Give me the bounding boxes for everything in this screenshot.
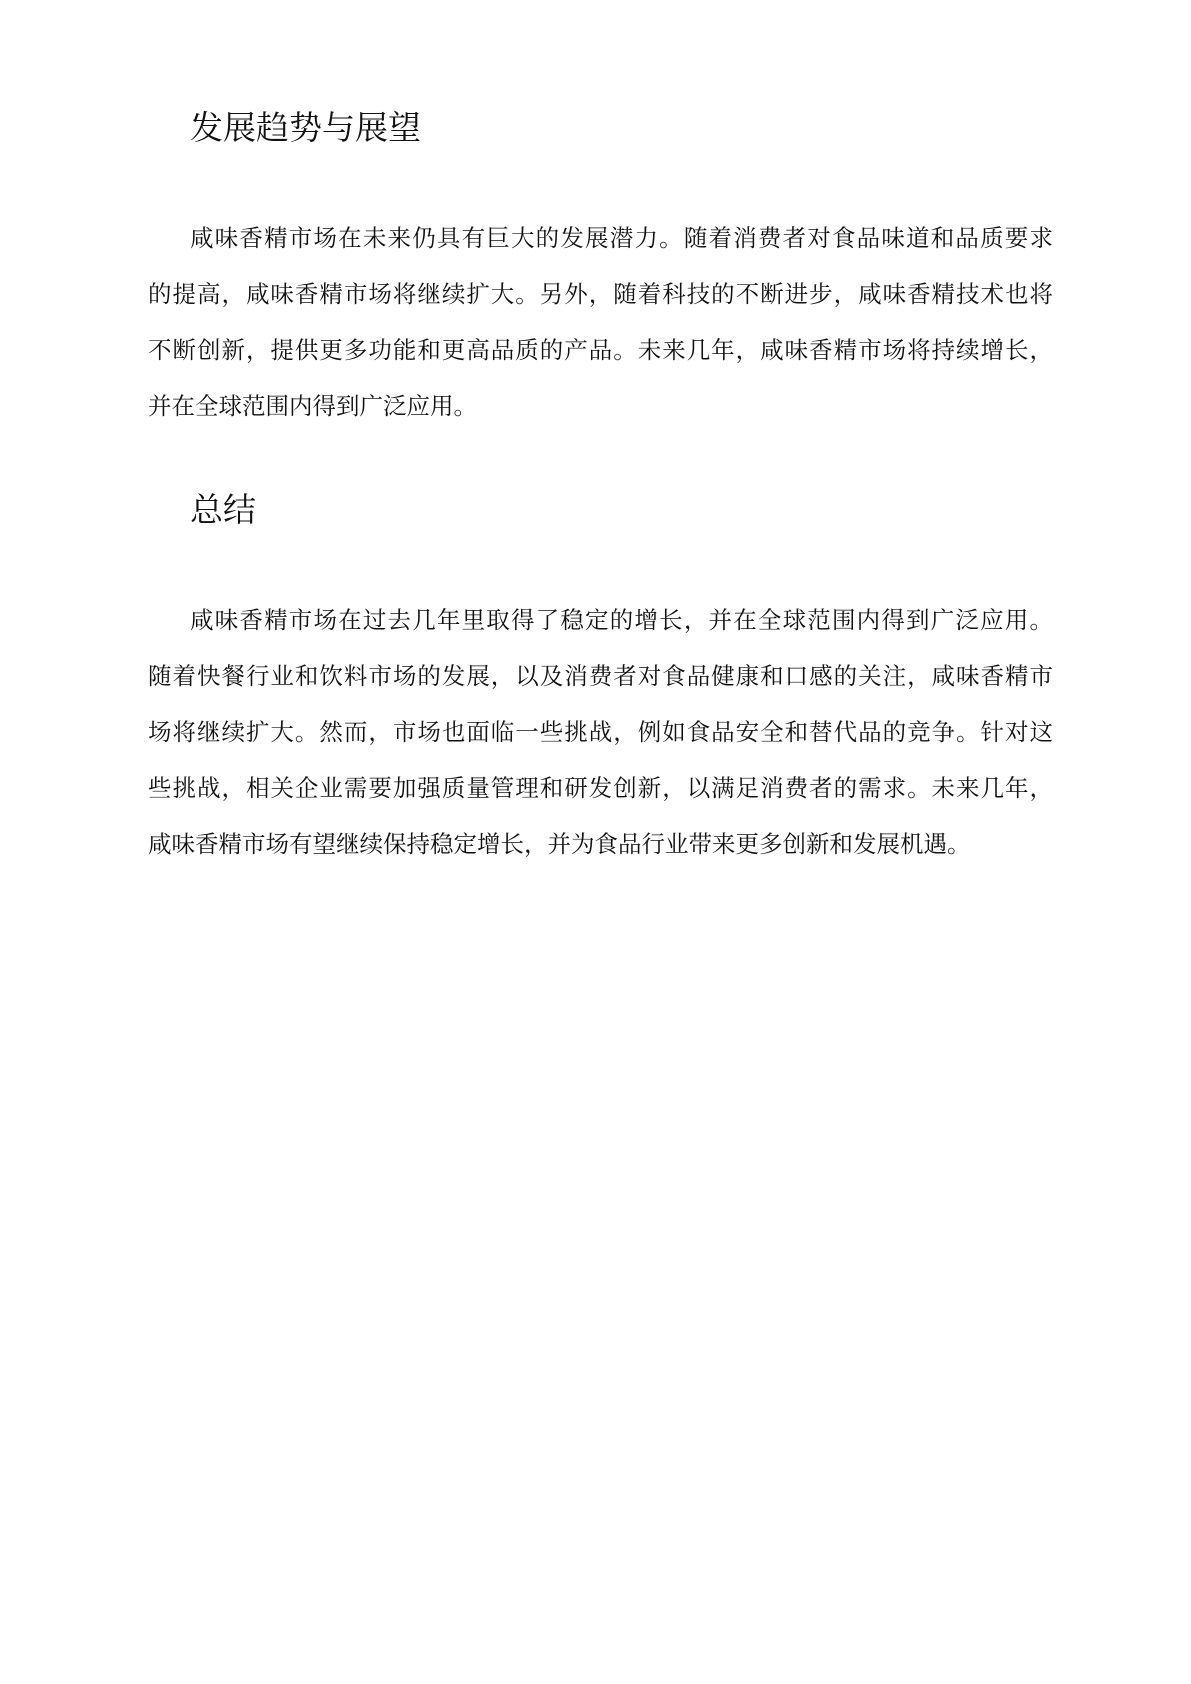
- section-heading-trends: 发展趋势与展望: [190, 108, 421, 147]
- paragraph-line: 咸味香精市场在过去几年里取得了稳定的增长，并在全球范围内得到广泛应用。: [190, 606, 1053, 634]
- paragraph-line: 场将继续扩大。然而，市场也面临一些挑战，例如食品安全和替代品的竞争。针对这: [148, 718, 1053, 746]
- paragraph-line: 咸味香精市场在未来仍具有巨大的发展潜力。随着消费者对食品味道和品质要求: [190, 224, 1053, 252]
- paragraph-line: 随着快餐行业和饮料市场的发展，以及消费者对食品健康和口感的关注，咸味香精市: [148, 662, 1053, 690]
- paragraph-line: 咸味香精市场有望继续保持稳定增长，并为食品行业带来更多创新和发展机遇。: [148, 830, 971, 858]
- paragraph-line: 不断创新，提供更多功能和更高品质的产品。未来几年，咸味香精市场将持续增长，: [148, 336, 1053, 364]
- paragraph-line: 并在全球范围内得到广泛应用。: [148, 392, 477, 420]
- paragraph-trends: [148, 210, 1053, 434]
- paragraph-line: 些挑战，相关企业需要加强质量管理和研发创新，以满足消费者的需求。未来几年，: [148, 774, 1053, 802]
- section-heading-summary: 总结: [190, 490, 256, 529]
- paragraph-summary: [148, 592, 1053, 872]
- paragraph-line: 的提高，咸味香精市场将继续扩大。另外，随着科技的不断进步，咸味香精技术也将: [148, 280, 1053, 308]
